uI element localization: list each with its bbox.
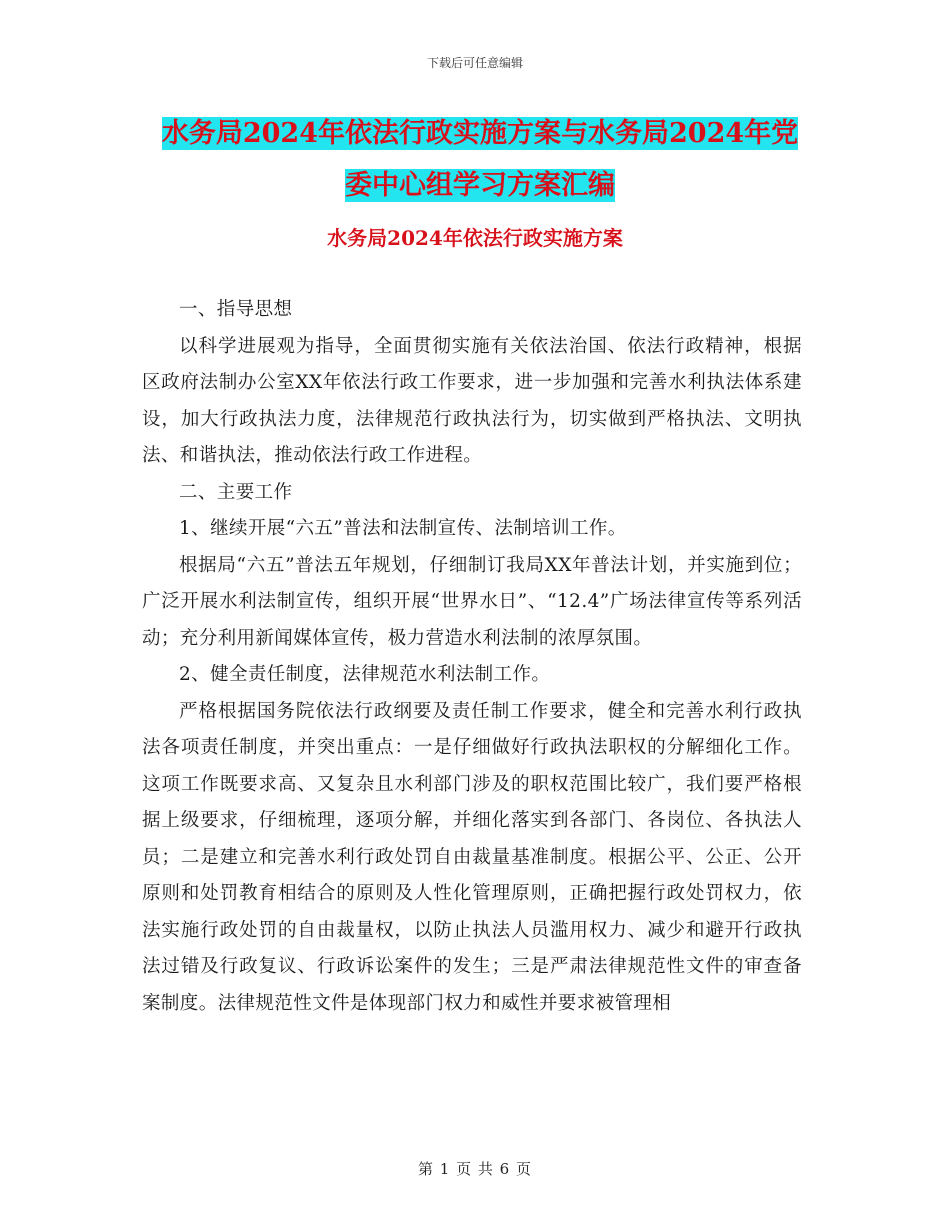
document-title	[140, 108, 820, 212]
paragraph: 根据局“六五”普法五年规划，仔细制订我局XX年普法计划，并实施到位；广泛开展水利法制宣传，组织开展“世界水日”、“12.4”广场法律宣传等系列活动；充分利用新闻媒体宣传，极力营造水利法制的浓厚氛围。	[142, 554, 802, 649]
heading-guiding-thought: 一、指导思想	[179, 299, 293, 320]
page-number: 第 1 页 共 6 页	[418, 1160, 532, 1178]
subheading-2: 2、健全责任制度，法律规范水利法制工作。	[179, 664, 551, 685]
document-title-line1: 水务局2024年依法行政实施方案与水务局2024年党	[161, 118, 799, 149]
page-header-note: 下载后可任意编辑	[426, 56, 523, 70]
document-body	[142, 292, 802, 1022]
document-title-line2: 委中心组学习方案汇编	[345, 170, 615, 201]
subheading-1: 1、继续开展“六五”普法和法制宣传、法制培训工作。	[179, 518, 627, 539]
paragraph: 严格根据国务院依法行政纲要及责任制工作要求，健全和完善水利行政执法各项责任制度，并突出重点：一是仔细做好行政执法职权的分解细化工作。这项工作既要求高、又复杂且水利部门涉及的职权范围比较广，我们要严格根据上级要求，仔细梳理，逐项分解，并细化落实到各部门、各岗位、各执法人员；二是建立和完善水利行政处罚自由裁量基准制度。根据公平、公正、公开原则和处罚教育相结合的原则及人性化管理原则，正确把握行政处罚权力，依法实施行政处罚的自由裁量权，以防止执法人员滥用权力、减少和避开行政执法过错及行政复议、行政诉讼案件的发生；三是严肃法律规范性文件的审查备案制度。法律规范性文件是体现部门权力和威性并要求被管理相	[142, 700, 802, 1014]
paragraph: 以科学进展观为指导，全面贯彻实施有关依法治国、依法行政精神，根据区政府法制办公室XX年依法行政工作要求，进一步加强和完善水利执法体系建设，加大行政执法力度，法律规范行政执法行为，切实做到严格执法、文明执法、和谐执法，推动依法行政工作进程。	[142, 335, 802, 466]
section-title: 水务局2024年依法行政实施方案	[327, 226, 623, 250]
heading-main-work: 二、主要工作	[179, 481, 293, 503]
